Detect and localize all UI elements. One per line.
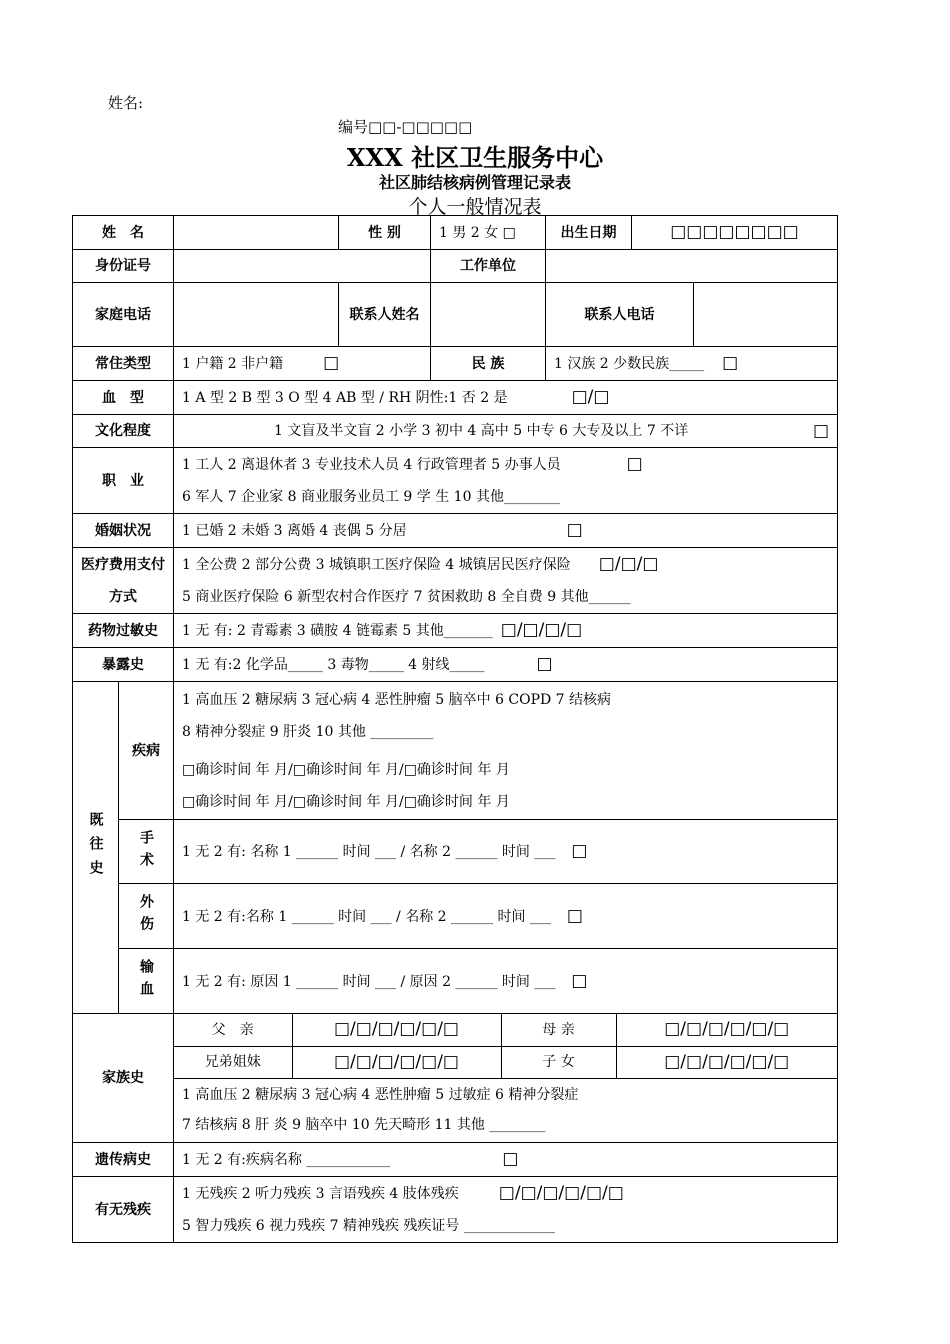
disability-label: 有无残疾 — [73, 1177, 174, 1243]
contact-phone-field[interactable] — [694, 283, 838, 347]
occupation-checkbox[interactable]: □ — [626, 454, 643, 474]
form-title: 社区肺结核病例管理记录表 — [378, 173, 571, 192]
ethnicity-options: 1 汉族 2 少数民族_____ — [554, 356, 705, 372]
surgery-text: 1 无 2 有: 名称 1 ______ 时间 ___ / 名称 2 ______ 时间 ___ — [182, 844, 556, 860]
name-label-top: 姓名: — [108, 94, 144, 112]
organization-title: XXX 社区卫生服务中心 — [346, 143, 604, 172]
contact-name-label: 联系人姓名 — [339, 283, 431, 347]
disability-field[interactable] — [174, 1177, 838, 1243]
disease-label: 疾病 — [119, 682, 174, 820]
marital-status-field[interactable] — [174, 514, 838, 548]
payment-line-1: 1 全公费 2 部分公费 3 城镇职工医疗保险 4 城镇居民医疗保险 — [182, 557, 571, 573]
surgery-field[interactable] — [174, 820, 838, 884]
transfusion-text: 1 无 2 有: 原因 1 ______ 时间 ___ / 原因 2 ______ 时间 ___ — [182, 973, 556, 990]
marital-status-checkbox[interactable]: □ — [566, 520, 583, 540]
residence-type-label: 常住类型 — [73, 347, 174, 381]
mother-checkboxes — [616, 1014, 837, 1046]
genetic-disease-field[interactable] — [174, 1143, 838, 1177]
payment-method-label: 医疗费用支付方式 — [73, 548, 174, 614]
education-label: 文化程度 — [73, 415, 174, 448]
family-history-label: 家族史 — [73, 1014, 174, 1143]
family-members-table — [174, 1014, 837, 1142]
mother-boxes[interactable]: □/□/□/□/□/□ — [664, 1019, 790, 1040]
trauma-field[interactable] — [174, 884, 838, 949]
trauma-label: 外伤 — [119, 884, 174, 949]
children-boxes[interactable]: □/□/□/□/□/□ — [664, 1051, 790, 1072]
siblings-boxes[interactable]: □/□/□/□/□/□ — [333, 1051, 459, 1072]
education-field[interactable] — [174, 415, 838, 448]
siblings-label: 兄弟姐妹 — [174, 1046, 292, 1078]
id-number-field[interactable] — [174, 250, 431, 283]
residence-checkbox[interactable]: □ — [323, 353, 340, 373]
drug-allergy-checkbox[interactable]: □/□/□/□ — [500, 620, 583, 640]
genetic-disease-label: 遗传病史 — [73, 1143, 174, 1177]
family-disease-line-1: 1 高血压 2 糖尿病 3 冠心病 4 恶性肿瘤 5 过敏症 6 精神分裂症 — [182, 1087, 579, 1104]
exposure-history-checkbox[interactable]: □ — [536, 654, 553, 674]
disease-line-1: 1 高血压 2 糖尿病 3 冠心病 4 恶性肿瘤 5 脑卒中 6 COPD 7 结核病 — [182, 691, 612, 708]
ethnicity-field[interactable] — [546, 347, 838, 381]
surgery-label: 手术 — [119, 820, 174, 884]
occupation-line-1: 1 工人 2 离退休者 3 专业技术人员 4 行政管理者 5 办事人员 — [182, 457, 561, 473]
marital-status-options: 1 已婚 2 未婚 3 离婚 4 丧偶 5 分居 — [182, 523, 407, 539]
siblings-checkboxes — [292, 1046, 501, 1078]
marital-status-label: 婚姻状况 — [73, 514, 174, 548]
contact-phone-label: 联系人电话 — [546, 283, 694, 347]
disease-field[interactable] — [174, 682, 838, 820]
birth-date-label: 出生日期 — [546, 216, 632, 250]
disability-checkbox[interactable]: □/□/□/□/□/□ — [498, 1183, 624, 1203]
residence-options: 1 户籍 2 非户籍 — [182, 356, 284, 372]
father-label: 父 亲 — [174, 1014, 292, 1046]
disability-line-2: 5 智力残疾 6 视力残疾 7 精神残疾 残疾证号 _____________ — [182, 1218, 555, 1234]
past-history-label: 既往史 — [73, 682, 119, 1014]
disease-line-2: 8 精神分裂症 9 肝炎 10 其他 _________ — [182, 723, 434, 740]
occupation-field[interactable] — [174, 448, 838, 514]
mother-label: 母 亲 — [501, 1014, 616, 1046]
father-checkboxes — [292, 1014, 501, 1046]
ethnicity-label: 民 族 — [431, 347, 546, 381]
blood-type-checkbox[interactable]: □/□ — [571, 387, 610, 407]
transfusion-field[interactable] — [174, 949, 838, 1014]
transfusion-label: 输血 — [119, 949, 174, 1014]
residence-type-field[interactable] — [174, 347, 431, 381]
genetic-disease-text: 1 无 2 有:疾病名称 ____________ — [182, 1152, 391, 1168]
form-number-label: 编号□□-□□□□□ — [338, 118, 473, 136]
blood-type-field[interactable] — [174, 381, 838, 415]
surgery-checkbox[interactable]: □ — [571, 841, 588, 861]
family-disease-options — [174, 1078, 837, 1142]
id-number-label: 身份证号 — [73, 250, 174, 283]
drug-allergy-label: 药物过敏史 — [73, 614, 174, 648]
trauma-text: 1 无 2 有:名称 1 ______ 时间 ___ / 名称 2 ______ 时间 ___ — [182, 908, 551, 925]
work-unit-label: 工作单位 — [431, 250, 546, 283]
home-phone-field[interactable] — [174, 283, 339, 347]
children-label: 子 女 — [501, 1046, 616, 1078]
name-field[interactable] — [174, 216, 339, 250]
disease-diagnosis-line-1[interactable]: □确诊时间 年 月/□确诊时间 年 月/□确诊时间 年 月 — [182, 761, 510, 778]
birth-date-checkboxes[interactable]: □□□□□□□□ — [670, 222, 799, 242]
disease-diagnosis-line-2[interactable]: □确诊时间 年 月/□确诊时间 年 月/□确诊时间 年 月 — [182, 793, 510, 810]
children-checkboxes — [616, 1046, 837, 1078]
education-options: 1 文盲及半文盲 2 小学 3 初中 4 高中 5 中专 6 大专及以上 7 不详 — [274, 423, 689, 439]
drug-allergy-options: 1 无 有: 2 青霉素 3 磺胺 4 链霉素 5 其他_______ — [182, 623, 493, 639]
ethnicity-checkbox[interactable]: □ — [722, 353, 739, 373]
contact-name-field[interactable] — [431, 283, 546, 347]
home-phone-label: 家庭电话 — [73, 283, 174, 347]
occupation-line-2: 6 军人 7 企业家 8 商业服务业员工 9 学 生 10 其他________ — [182, 489, 560, 505]
work-unit-field[interactable] — [546, 250, 838, 283]
birth-date-boxes[interactable] — [632, 216, 838, 250]
occupation-label: 职 业 — [73, 448, 174, 514]
education-checkbox[interactable]: □ — [812, 421, 829, 441]
general-info-table — [72, 215, 838, 1243]
sex-field[interactable]: 1 男 2 女 □ — [431, 216, 546, 250]
blood-type-label: 血 型 — [73, 381, 174, 415]
name-label: 姓 名 — [73, 216, 174, 250]
payment-line-2: 5 商业医疗保险 6 新型农村合作医疗 7 贫困救助 8 全自费 9 其他______ — [182, 589, 631, 605]
sex-label: 性 别 — [339, 216, 431, 250]
blood-type-options: 1 A 型 2 B 型 3 O 型 4 AB 型 / RH 阴性:1 否 2 是 — [182, 390, 508, 406]
payment-method-field[interactable] — [174, 548, 838, 614]
genetic-disease-checkbox[interactable]: □ — [502, 1149, 519, 1169]
drug-allergy-field[interactable] — [174, 614, 838, 648]
disability-line-1: 1 无残疾 2 听力残疾 3 言语残疾 4 肢体残疾 — [182, 1186, 459, 1202]
exposure-history-options: 1 无 有:2 化学品_____ 3 毒物_____ 4 射线_____ — [182, 657, 485, 673]
father-boxes[interactable]: □/□/□/□/□/□ — [333, 1019, 459, 1040]
trauma-checkbox[interactable]: □ — [566, 905, 583, 926]
family-disease-line-2: 7 结核病 8 肝 炎 9 脑卒中 10 先天畸形 11 其他 ________ — [182, 1117, 546, 1134]
section-title: 个人一般情况表 — [408, 196, 542, 218]
transfusion-checkbox[interactable]: □ — [571, 970, 588, 991]
payment-checkbox[interactable]: □/□/□ — [598, 554, 659, 574]
exposure-history-field[interactable] — [174, 648, 838, 682]
family-history-field — [174, 1014, 838, 1143]
exposure-history-label: 暴露史 — [73, 648, 174, 682]
